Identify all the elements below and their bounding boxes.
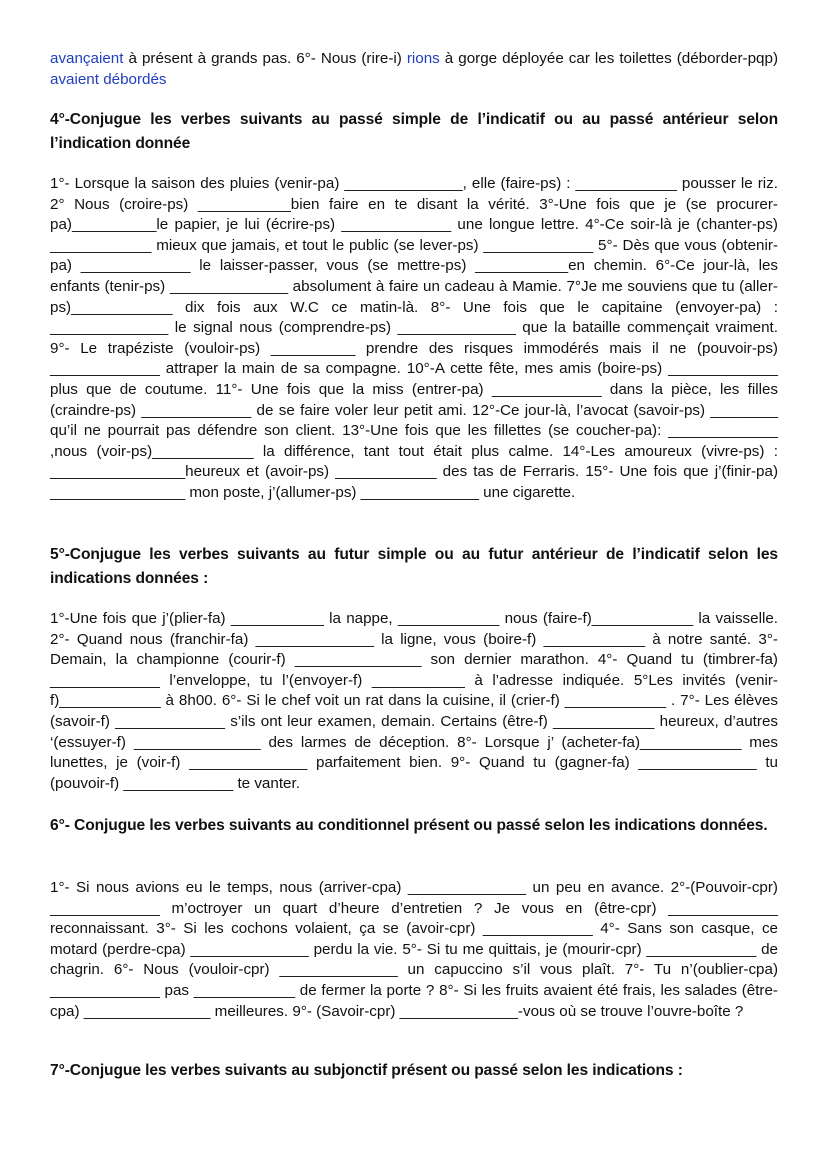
section5-title: 5°-Conjugue les verbes suivants au futur simple ou au futur antérieur de l’indicatif selon les indications données : bbox=[50, 546, 778, 587]
section6-title: 6°- Conjugue les verbes suivants au conditionnel présent ou passé selon les indications données. bbox=[50, 817, 768, 834]
section4-exercise-text: 1°- Lorsque la saison des pluies (venir-pa) ______________, elle (faire-ps) : ____________ pousser le riz. 2° Nous (croire-ps) ___________bien faire en te disant la vérité. 3°-Une fois que je (se procurer-pa)__________le papier, je lui (écrire-ps) _____________ une longue lettre. 4°-Ce soir-là je (chanter-ps) ____________ mieux que jamais, et tout le public (se lever-ps) _____________ 5°- Dès que vous (obtenir-pa) _____________ le laisser-passer, vous (se mettre-ps) ___________en chemin. 6°-Ce jour-là, les enfants (tenir-ps) ______________ absolument à faire un cadeau à Mamie. 7°Je me souviens que tu (aller-ps)____________ dix fois aux W.C ce matin-là. 8°- Une fois que le capitaine (envoyer-pa) : ______________ le signal nous (comprendre-ps) ______________ que la bataille commençait vraiment. 9°- Le trapéziste (vouloir-ps) __________ prendre des risques immodérés mais il ne (pouvoir-ps) _____________ attraper la main de sa compagne. 10°-A cette fête, mes amis (boire-ps) _____________ plus que de coutume. 11°- Une fois que la miss (entrer-pa) _____________ dans la pièce, les filles (craindre-ps) _____________ de se faire voler leur petit ami. 12°-Ce jour-là, l’avocat (savoir-ps) ________ qu’il ne pourrait pas défendre son client. 13°-Une fois que les fillettes (se coucher-pa): _____________ ,nous (voir-ps)____________ la différence, tant tout était plus calme. 14°-Les amoureux (vivre-ps) : ________________heureux et (avoir-ps) ____________ des tas de Ferraris. 15°- Une fois que j’(finir-pa) ________________ mon poste, j’(allumer-ps) ______________ une cigarette. bbox=[50, 175, 778, 501]
answer-rions: rions bbox=[406, 50, 440, 67]
section4-title: 4°-Conjugue les verbes suivants au passé simple de l’indicatif ou au passé antérieur selon l’indication donnée bbox=[50, 111, 778, 152]
answer-avancaient: avançaient bbox=[50, 50, 124, 67]
section6-exercise-text: 1°- Si nous avions eu le temps, nous (arriver-cpa) ______________ un peu en avance. 2°-(Pouvoir-cpr) _____________ m’octroyer un quart d’heure d’entretien ? Je vous en (être-cpr) _____________ reconnaissant. 3°- Si les cochons volaient, ça se (avoir-cpr) _____________ 4°- Sans son casque, ce motard (perdre-cpa) ______________ perdu la vie. 5°- Si tu me quittais, je (mourir-cpr) _____________ de chagrin. 6°- Nous (vouloir-cpr) ______________ un capuccino s’il vous plaît. 7°- Tu n’(oublier-cpa) _____________ pas ____________ de fermer la porte ? 8°- Si les fruits avaient été frais, les salades (être-cpa) _______________ meilleures. 9°- (Savoir-cpr) ______________-vous où se trouve l’ouvre-boîte ? bbox=[50, 879, 778, 1020]
section7-title: 7°-Conjugue les verbes suivants au subjonctif présent ou passé selon les indications : bbox=[50, 1062, 683, 1079]
intro-text-2: à gorge déployée car les toilettes (déborder-pqp) bbox=[439, 50, 779, 67]
answer-avaient-debordes: avaient débordés bbox=[50, 70, 167, 88]
section5-exercise-text: 1°-Une fois que j’(plier-fa) ___________ la nappe, ____________ nous (faire-f)____________ la vaisselle. 2°- Quand nous (franchir-fa) ______________ la ligne, vous (boire-f) ____________ à notre santé. 3°- Demain, la championne (courir-f) _______________ son dernier marathon. 4°- Quand tu (timbrer-fa) _____________ l’enveloppe, tu l’(envoyer-f) ___________ à l’adresse indiquée. 5°Les invités (venir-f)____________ à 8h00. 6°- Si le chef voit un rat dans la cuisine, il (crier-f) ____________ . 7°- Les élèves (savoir-f) _____________ s’ils ont leur examen, demain. Certains (être-f) ____________ heureux, d’autres ‘(essuyer-f) _______________ des larmes de déception. 8°- Lorsque j’ (acheter-fa)____________ mes lunettes, je (voir-f) ______________ parfaitement bien. 9°- Quand tu (gagner-fa) ______________ tu (pouvoir-f) _____________ te vanter. bbox=[50, 610, 778, 792]
intro-text-1: à présent à grands pas. 6°- Nous (rire-i) bbox=[123, 50, 407, 67]
intro-paragraph bbox=[50, 49, 778, 90]
